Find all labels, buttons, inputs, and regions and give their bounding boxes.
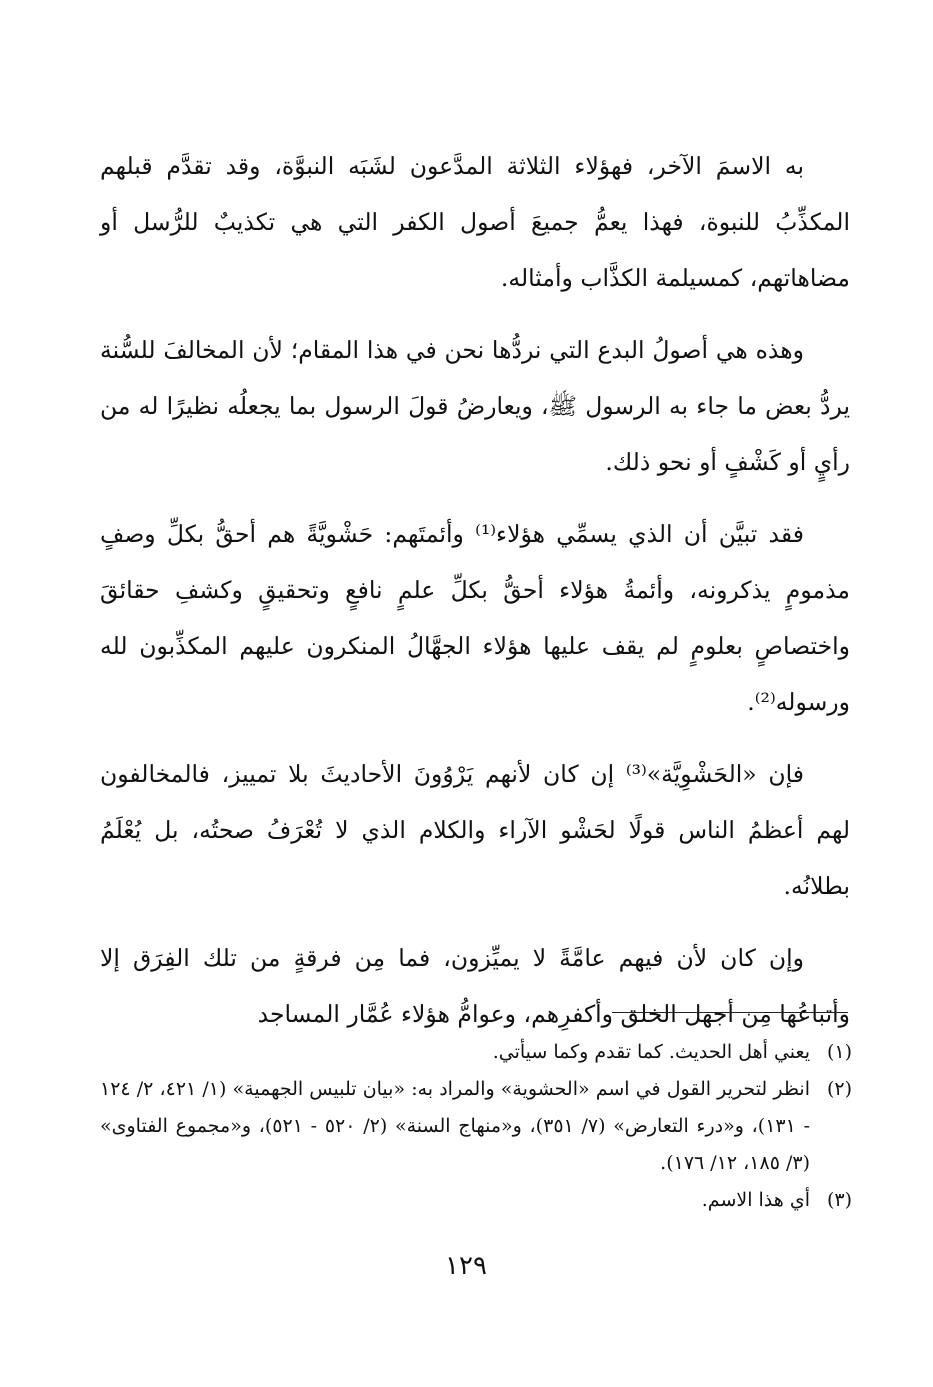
page-number: ١٢٩ [445,1251,487,1281]
footnote-1 [100,1034,852,1071]
footnote-separator [612,1012,848,1013]
footnote-number: (٢) [826,1078,852,1100]
main-text [100,138,850,1042]
footnote-2 [100,1071,852,1182]
footnote-text: يعني أهل الحديث. كما تقدم وكما سيأتي. [492,1041,810,1063]
paragraph-2: وهذه هي أصولُ البدع التي نردُّها نحن في هذا المقام؛ لأن المخالفَ للسُّنة يردُّ بعض ما جاء به الرسول ﷺ، ويعارضُ قولَ الرسول بما يجعلُه نظيرًا له من رأيٍ أو كَشْفٍ أو نحو ذلك. [100,336,850,476]
footnote-number: (٣) [826,1189,852,1211]
paragraph-3: فقد تبيَّن أن الذي يسمِّي هؤلاء⁽¹⁾ وأئمتَهم: حَشْويَّةً هم أحقُّ بكلِّ وصفٍ مذمومٍ يذكرونه، وأئمةُ هؤلاء أحقُّ بكلِّ علمٍ نافعٍ وتحقيقٍ وكشفِ حقائقَ واختصاصٍ بعلومٍ لم يقف عليها هؤلاء الجهَّالُ المنكرون عليهم المكذِّبون لله ورسوله⁽²⁾. [100,520,850,716]
paragraph-4: فإن «الحَشْوِيَّة»⁽³⁾ إن كان لأنهم يَرْوُونَ الأحاديثَ بلا تمييز، فالمخالفون لهم أعظمُ الناس قولًا لحَشْو الآراء والكلام الذي لا تُعْرَفُ صحتُه، بل يُعْلَمُ بطلانُه. [100,760,850,900]
footnote-3 [100,1182,852,1219]
paragraph-5: وإن كان لأن فيهم عامَّةً لا يميِّزون، فما مِن فرقةٍ من تلك الفِرَق إلا وأتباعُها مِن أجهل الخلق وأكفرِهم، وعوامُّ هؤلاء عُمَّار المساجد [100,944,850,1028]
footnote-text: أي هذا الاسم. [701,1189,810,1211]
footnotes [100,1034,852,1219]
footnote-text: انظر لتحرير القول في اسم «الحشوية» والمراد به: «بيان تلبيس الجهمية» (١/ ٤٢١، ٢/ ١٢٤ - ١٣١)، و«درء التعارض» (٧/ ٣٥١)، و«منهاج السنة» (٢/ ٥٢٠ - ٥٢١)، و«مجموع الفتاوى» (٣/ ١٨٥، ١٢/ ١٧٦). [100,1078,810,1174]
footnote-number: (١) [826,1041,852,1063]
paragraph-1: به الاسمَ الآخر، فهؤلاء الثلاثة المدَّعون لشَبَه النبوَّة، وقد تقدَّم قبلهم المكذِّبُ للنبوة، فهذا يعمُّ جميعَ أصول الكفر التي هي تكذيبٌ للرُّسل أو مضاهاتهم، كمسيلمة الكذَّاب وأمثاله. [100,152,850,292]
